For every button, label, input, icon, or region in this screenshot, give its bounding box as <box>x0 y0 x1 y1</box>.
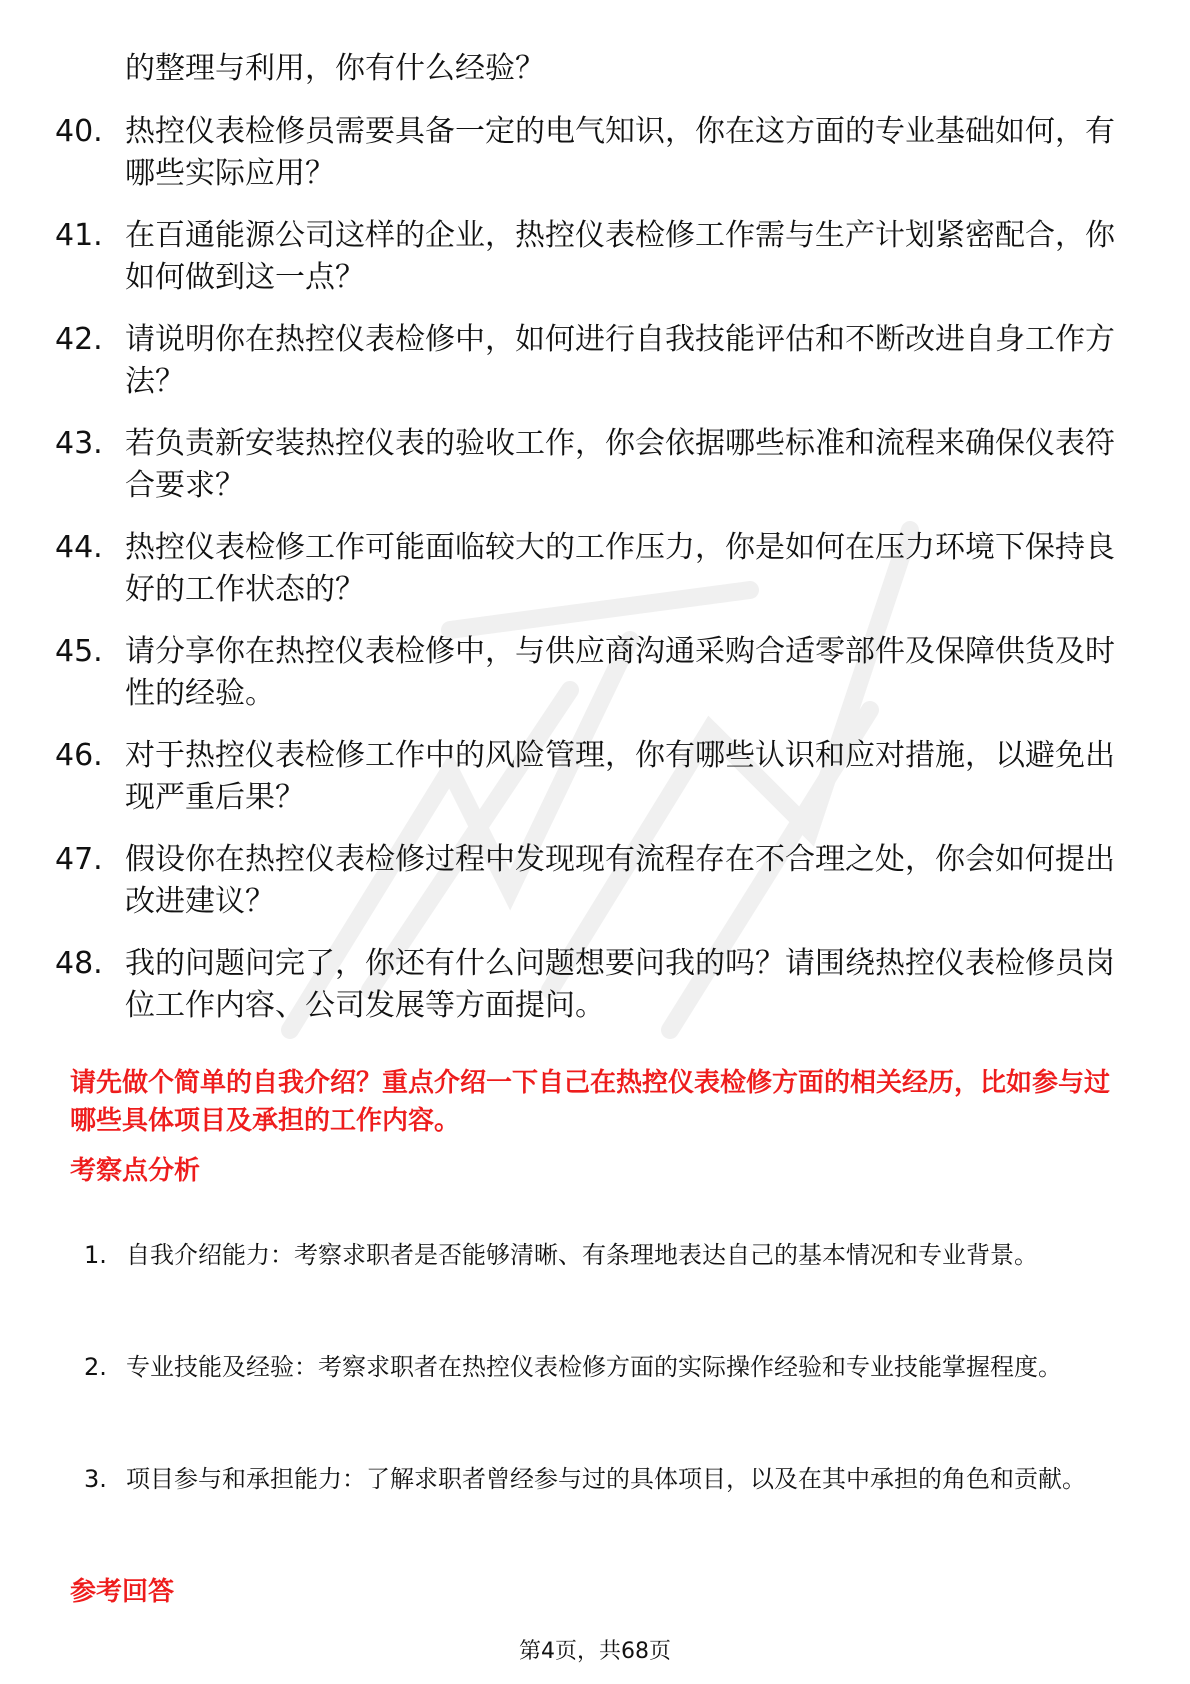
question-text: 若负责新安装热控仪表的验收工作，你会依据哪些标准和流程来确保仪表符合要求？ <box>125 426 1115 503</box>
analysis-number: 1. <box>84 1241 107 1269</box>
question-number: 44. <box>55 530 103 565</box>
question-number: 47. <box>55 842 103 877</box>
list-item <box>55 527 1125 631</box>
analysis-heading: 考察点分析 <box>70 1156 201 1186</box>
question-text: 热控仪表检修员需要具备一定的电气知识，你在这方面的专业基础如何，有哪些实际应用？ <box>125 114 1115 191</box>
list-item <box>55 423 1125 527</box>
question-number: 42. <box>55 322 103 357</box>
list-item <box>55 319 1125 423</box>
list-item <box>84 1339 1124 1451</box>
analysis-list <box>84 1227 1124 1563</box>
question-text: 热控仪表检修工作可能面临较大的工作压力，你是如何在压力环境下保持良好的工作状态的？ <box>125 530 1115 607</box>
question-text: 在百通能源公司这样的企业，热控仪表检修工作需与生产计划紧密配合，你如何做到这一点？ <box>125 218 1115 295</box>
analysis-text: 专业技能及经验：考察求职者在热控仪表检修方面的实际操作经验和专业技能掌握程度。 <box>126 1353 1062 1381</box>
question-number: 48. <box>55 946 103 981</box>
list-item <box>55 839 1125 943</box>
question-number: 40. <box>55 114 103 149</box>
question-number: 45. <box>55 634 103 669</box>
analysis-text: 项目参与和承担能力：了解求职者曾经参与过的具体项目，以及在其中承担的角色和贡献。 <box>126 1465 1086 1493</box>
list-item <box>55 735 1125 839</box>
reference-answer-heading: 参考回答 <box>70 1577 175 1607</box>
question-text: 我的问题问完了，你还有什么问题想要问我的吗？请围绕热控仪表检修员岗位工作内容、公司发展等方面提问。 <box>125 946 1115 1023</box>
question-text: 假设你在热控仪表检修过程中发现现有流程存在不合理之处，你会如何提出改进建议？ <box>125 842 1115 919</box>
list-item <box>55 111 1125 215</box>
question-list <box>55 111 1125 1047</box>
list-item <box>84 1227 1124 1339</box>
analysis-text: 自我介绍能力：考察求职者是否能够清晰、有条理地表达自己的基本情况和专业背景。 <box>126 1241 1038 1269</box>
list-item <box>55 943 1125 1047</box>
continued-question-text: 的整理与利用，你有什么经验？ <box>125 51 545 86</box>
question-number: 41. <box>55 218 103 253</box>
page-number: 第4页，共68页 <box>519 1639 671 1664</box>
analysis-number: 2. <box>84 1353 107 1381</box>
question-text: 对于热控仪表检修工作中的风险管理，你有哪些认识和应对措施，以避免出现严重后果？ <box>125 738 1115 815</box>
list-item <box>84 1451 1124 1563</box>
question-number: 46. <box>55 738 103 773</box>
list-item <box>55 215 1125 319</box>
highlighted-question: 请先做个简单的自我介绍？重点介绍一下自己在热控仪表检修方面的相关经历，比如参与过哪些具体项目及承担的工作内容。 <box>70 1068 1111 1136</box>
question-text: 请分享你在热控仪表检修中，与供应商沟通采购合适零部件及保障供货及时性的经验。 <box>125 634 1115 711</box>
list-item <box>55 631 1125 735</box>
analysis-number: 3. <box>84 1465 107 1493</box>
question-text: 请说明你在热控仪表检修中，如何进行自我技能评估和不断改进自身工作方法？ <box>125 322 1115 399</box>
question-number: 43. <box>55 426 103 461</box>
